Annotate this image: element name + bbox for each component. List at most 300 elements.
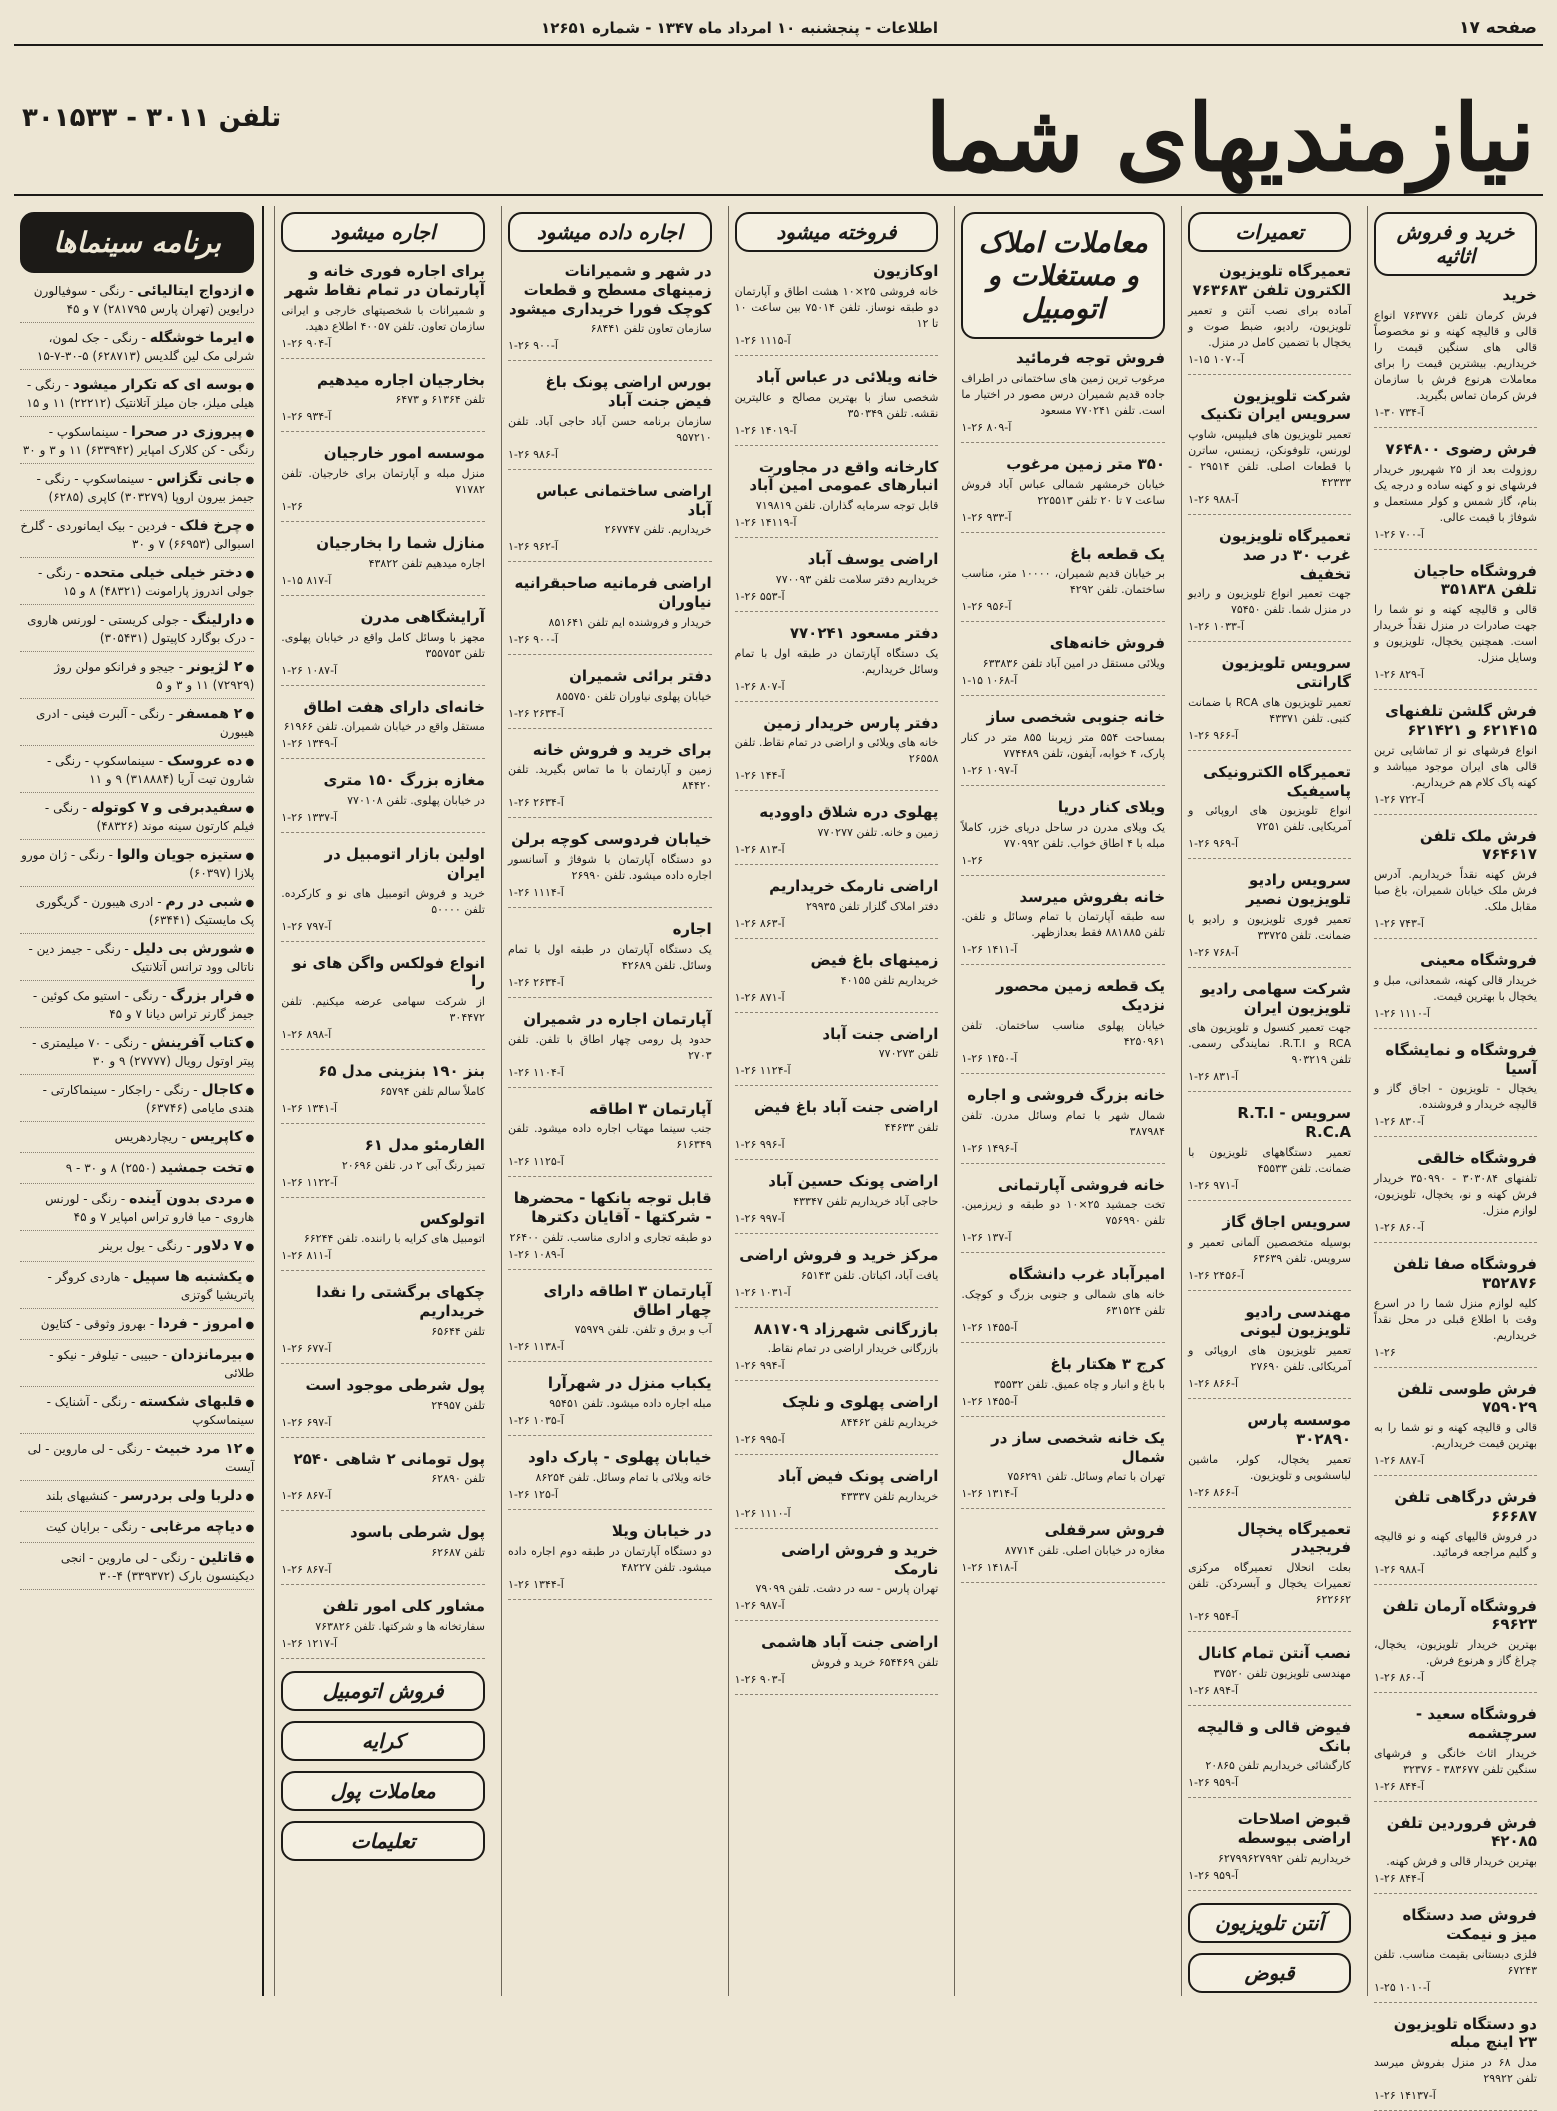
film-title: ۲ لژیونر (187, 659, 242, 675)
ad-code: ۱-۲۶ (281, 500, 485, 513)
cinema-listing (20, 377, 254, 417)
cinema-listing (20, 1191, 254, 1231)
ad-code: ۱-۲۶ ۲۶۳۴-آ (508, 796, 712, 809)
classified-ad (735, 1633, 939, 1695)
ad-title: سرویس تلویزیون گارانتی (1188, 654, 1351, 692)
ad-code: ۱-۲۶ ۱۱۲۵-آ (508, 1155, 712, 1168)
ad-code: ۱-۲۶ ۸۶۷-آ (281, 1563, 485, 1576)
ad-code: ۱-۲۶ ۱۰۳۳-آ (1188, 620, 1351, 633)
ad-title: خانه‌ای دارای هفت اطاق (281, 698, 485, 717)
ad-code: ۱-۲۶ ۹۹۶-آ (735, 1138, 939, 1151)
ad-code: ۱-۲۶ ۱۴۵۵-آ (961, 1395, 1165, 1408)
ad-code: ۱-۲۶ ۷۴۳-آ (1374, 917, 1537, 930)
ad-code: ۱-۲۶ ۸۶۶-آ (1188, 1377, 1351, 1390)
classified-ad (735, 1320, 939, 1382)
ad-title: فروشگاه خالقی (1374, 1149, 1537, 1168)
masthead (14, 46, 1543, 196)
classified-ad (735, 714, 939, 792)
section-header-receipt: قبوض (1188, 1953, 1351, 1993)
ad-code: ۱-۲۶ ۱۴۱۸-آ (961, 1561, 1165, 1574)
classified-ad (1374, 2015, 1537, 2111)
classified-ad (281, 1450, 485, 1512)
cinema-listing (20, 988, 254, 1028)
ad-text: فرش کرمان تلفن ۷۶۳۷۷۶ انواع قالی و قالیچه کهنه و نو مخصوصاً قالی های سنگین قیمت را خریداریم. بیشترین قیمت را برای معاملات هرنوع فرش با سازمان فرش کرمان تماس بگیرید. (1374, 308, 1537, 404)
film-title: سفیدبرفی و ۷ کوتوله (91, 800, 243, 816)
ad-title: دفتر برائی شمیران (508, 667, 712, 686)
ad-code: ۱-۲۶ ۸۹۴-آ (1188, 1684, 1351, 1697)
ad-code: ۱-۲۶ ۱۲۵-آ (508, 1488, 712, 1501)
ad-text: تهران پارس - سه در دشت. تلفن ۷۹۰۹۹ (735, 1581, 939, 1597)
film-details: - رنگی - جیمز دین - ناتالی وود ترانس آتلانتیک (29, 942, 255, 974)
film-title: فرار بزرگ (170, 988, 242, 1004)
film-details: - رنگی - ۷۰ میلیمتری - پیتر اوتول رویال (۲۷۷۷۷) ۹ و ۳۰ (32, 1036, 254, 1068)
film-title: تخت جمشید (160, 1160, 243, 1176)
film-title: بوسه ای که تکرار میشود (73, 377, 243, 393)
ad-text: سفارتخانه ها و شرکتها. تلفن ۷۶۳۸۲۶ (281, 1619, 485, 1635)
column-misc (1367, 206, 1543, 1996)
ad-code: ۱-۲۶ ۸۹۸-آ (281, 1028, 485, 1041)
ad-text: بوسیله متخصصین آلمانی تعمیر و سرویس. تلفن ۶۳۶۳۹ (1188, 1235, 1351, 1267)
classified-ad (1188, 871, 1351, 968)
ad-code: ۱-۲۶ ۲۶۳۴-آ (508, 707, 712, 720)
ad-text: انواع فرشهای نو از تماشایی ترین قالی های ایران موجود میباشد و کهنه پاک کلام هم خریداریم. (1374, 743, 1537, 791)
ad-title: اراضی یوسف آباد (735, 550, 939, 569)
ad-title: نصب آنتن تمام کانال (1188, 1644, 1351, 1663)
ad-title: اولین بازار اتومبیل در ایران (281, 845, 485, 883)
cinema-listing (20, 518, 254, 558)
ad-title: الفارمئو مدل ۶۱ (281, 1136, 485, 1155)
ad-code: ۱-۲۶ ۹۹۴-آ (735, 1359, 939, 1372)
film-details: - ادری هیبورن - گریگوری پک مایستیک (۶۳۴۴۱) (36, 895, 255, 927)
ad-code: ۱-۲۶ ۹۰۰-آ (508, 633, 712, 646)
ad-code: ۱-۲۶ ۹۹۵-آ (735, 1433, 939, 1446)
ad-title: اراضی جنت آباد باغ فیض (735, 1098, 939, 1117)
classified-ad (735, 951, 939, 1013)
ad-text: یک دستگاه آپارتمان در طبقه اول با تمام وسائل خریداریم. (735, 646, 939, 678)
classified-ad (508, 574, 712, 655)
ad-code: ۱-۲۶ ۱۰۳۵-آ (508, 1414, 712, 1427)
film-details: - رنگی - راجکار - سینماکارتی - هندی مایامی (۶۳۷۴۶) (43, 1083, 255, 1115)
film-details: - رنگی - لی ماروین - انجی دیکینسون بارک (۳۳۹۳۷۲) ۴-۳۰ (61, 1551, 254, 1583)
classified-ad (735, 1541, 939, 1622)
ad-text: تلفن ۲۴۹۵۷ (281, 1398, 485, 1414)
classified-ad (961, 455, 1165, 533)
classified-ad (508, 1100, 712, 1178)
film-details: - رنگی - ژان مورو پلازا (۶۰۳۹۷) (21, 848, 254, 880)
classified-ad (508, 373, 712, 470)
cinema-listing (20, 847, 254, 887)
ad-title: اجاره (508, 920, 712, 939)
cinema-listing (20, 330, 254, 370)
ad-title: اراضی پهلوی و نلچک (735, 1393, 939, 1412)
ad-text: خیابان خرمشهر شمالی عباس آباد فروش ساعت ۷ تا ۲۰ تلفن ۲۲۵۵۱۳ (961, 477, 1165, 509)
classified-ad (1188, 1104, 1351, 1201)
ad-code: ۱-۲۶ ۷۹۷-آ (281, 920, 485, 933)
section-header-car-sale: فروش اتومبیل (281, 1671, 485, 1711)
film-details: - رنگی - هیلی میلز، جان میلز آتلانتیک (۲۲۲۱۲) ۱۱ و ۱۵ (26, 378, 254, 410)
classified-ad (1374, 1380, 1537, 1477)
ad-title: خرید و فروش اراضی نارمک (735, 1541, 939, 1579)
ad-text: اجاره میدهیم تلفن ۴۳۸۲۲ (281, 556, 485, 572)
classified-ad (281, 1062, 485, 1124)
ad-title: فروش صد دستگاه میز و نیمکت (1374, 1906, 1537, 1944)
ad-text: بعلت انحلال تعمیرگاه مرکزی تعمیرات یخچال و آبسردکن. تلفن ۶۲۲۶۶۲ (1188, 1560, 1351, 1608)
classified-ad (508, 1010, 712, 1088)
col4-ads (735, 262, 939, 1695)
column-sales (954, 206, 1171, 1996)
classified-ad (508, 920, 712, 998)
classified-ad (1188, 1520, 1351, 1633)
ad-title: کرج ۳ هکتار باغ (961, 1355, 1165, 1374)
classified-ad (1374, 702, 1537, 815)
ad-title: در خیابان ویلا (508, 1522, 712, 1541)
ad-title: بورس اراضی پونک باغ فیض جنت آباد (508, 373, 712, 411)
section-header-repairs: تعمیرات (1188, 212, 1351, 252)
film-title: ده عروسک (167, 753, 242, 769)
ad-title: قبوض اصلاحات اراضی بیوسطه (1188, 1810, 1351, 1848)
column-land (728, 206, 945, 1996)
ad-text: زمین و خانه. تلفن ۷۷۰۲۷۷ (735, 825, 939, 841)
film-details: - رنگی - لی ماروین - لی آیست (28, 1442, 255, 1474)
ad-code: ۱-۲۶ ۱۳۳۷-آ (281, 811, 485, 824)
ad-code: ۱-۲۶ ۸۶۶-آ (1188, 1486, 1351, 1499)
ad-code: ۱-۲۶ ۱۱۱۰-آ (1374, 1007, 1537, 1020)
ad-code: ۱-۲۶ ۹۹۷-آ (735, 1212, 939, 1225)
ad-code: ۱-۲۶ ۱۴۰۱۹-آ (735, 424, 939, 437)
ad-code: ۱-۱۵ ۱۰۷۰-آ (1188, 353, 1351, 366)
ad-text: سه طبقه آپارتمان با تمام وسائل و تلفن. تلفن ۸۸۱۸۸۵ فقط بعدازظهر. (961, 909, 1165, 941)
ad-code: ۱-۲۶ ۸۱۳-آ (735, 843, 939, 856)
page-number: صفحه ۱۷ (1459, 18, 1537, 38)
film-title: دلربا ولی بردرسر (121, 1488, 242, 1504)
cinema-listing (20, 1316, 254, 1340)
film-title: ۱۲ مرد خبیث (155, 1441, 243, 1457)
section-header-money: معاملات پول (281, 1771, 485, 1811)
ad-text: شمال شهر با تمام وسائل مدرن. تلفن ۳۸۷۹۸۴ (961, 1108, 1165, 1140)
classified-ad (735, 1098, 939, 1160)
ad-code: ۱-۲۶ ۹۶۹-آ (1188, 837, 1351, 850)
cinema-listing (20, 659, 254, 699)
ad-text: خانه فروشی ۲۵×۱۰ هشت اطاق و آپارتمان دو طبقه نوساز. تلفن ۷۵۰۱۴ بین ساعت ۱۰ تا ۱۲ (735, 284, 939, 332)
section-header-rent-given: اجاره داده میشود (508, 212, 712, 252)
ad-code: ۱-۲۶ ۱۴۴-آ (735, 769, 939, 782)
ad-title: چکهای برگشتی را نقدا خریداریم (281, 1283, 485, 1321)
classified-ad (1374, 1705, 1537, 1802)
ad-text: حاجی آباد خریداریم تلفن ۴۳۳۴۷ (735, 1194, 939, 1210)
classified-ad (961, 977, 1165, 1074)
cinema-listing (20, 565, 254, 605)
ad-title: دو دستگاه تلویزیون ۲۳ اینچ مبله (1374, 2015, 1537, 2053)
section-header-cinema: برنامه سینماها (20, 212, 254, 273)
classified-ad (735, 550, 939, 612)
ad-title: خانه فروشی آپارتمانی (961, 1176, 1165, 1195)
ad-title: موسسه پارس ۳۰۲۸۹۰ (1188, 1411, 1351, 1449)
ad-code: ۱-۲۶ ۱۰۸۷-آ (281, 664, 485, 677)
ad-text: خانه های شمالی و جنوبی بزرگ و کوچک. تلفن ۶۳۱۵۲۴ (961, 1287, 1165, 1319)
film-title: دارلینگ (191, 612, 242, 628)
classified-ad (961, 1429, 1165, 1510)
ad-text: سازمان تعاون تلفن ۶۸۴۴۱ (508, 321, 712, 337)
ad-code: ۱-۲۶ ۱۴۵۰-آ (961, 1052, 1165, 1065)
ad-text: تعمیر دستگاههای تلویزیون با ضمانت. تلفن ۴۵۵۳۳ (1188, 1145, 1351, 1177)
cinema-listing (20, 1035, 254, 1075)
ad-text: قالی و قالیچه کهنه و نو شما را جهت صادرات در منزل نقداً خریدار است. همچنین یخچال، تلویزیون و وسایل منزل. (1374, 602, 1537, 666)
ad-code: ۱-۳۰ ۷۳۴-آ (1374, 406, 1537, 419)
ad-code: ۱-۲۶ ۱۴۹۶-آ (961, 1142, 1165, 1155)
ad-text: تلفن ۶۲۸۹۰ (281, 1471, 485, 1487)
ad-text: مرغوب ترین زمین های ساختمانی در اطراف جاده قدیم شمیران درس مصور در اختیار ما است. تلفن ۷۷۰۲۴۱ مسعود (961, 371, 1165, 419)
ad-text: مغازه در خیابان اصلی. تلفن ۸۷۷۱۴ (961, 1543, 1165, 1559)
masthead-title: نیازمندیهای شما (925, 92, 1535, 184)
film-details: - رنگی - یول برینر (99, 1239, 190, 1253)
ad-code: ۱-۲۶ ۱۱۱۴-آ (508, 886, 712, 899)
ad-title: فیوض قالی و قالیچه بانک (1188, 1718, 1351, 1756)
classified-ad (1374, 1488, 1537, 1585)
ad-title: فروش سرقفلی (961, 1521, 1165, 1540)
ad-code: ۱-۲۶ ۱۰۳۱-آ (735, 1286, 939, 1299)
ad-code: ۱-۲۶ ۱۱۲۴-آ (735, 1064, 939, 1077)
ad-title: اراضی فرمانیه صاحبقرانیه نیاوران (508, 574, 712, 612)
film-details: - بهروز وثوقی - کتایون (41, 1317, 154, 1331)
ad-code: ۱-۲۶ ۸۸۷-آ (1374, 1454, 1537, 1467)
ad-code: ۱-۲۶ ۸۲۹-آ (1374, 668, 1537, 681)
classified-ad (508, 741, 712, 819)
page-header (14, 18, 1543, 46)
ad-code: ۱-۲۶ ۹۵۹-آ (1188, 1869, 1351, 1882)
ad-title: انواع فولکس واگن های نو را (281, 954, 485, 992)
classified-ad (735, 803, 939, 865)
ad-code: ۱-۲۶ ۸۷۱-آ (735, 991, 939, 1004)
ad-text: مدل ۶۸ در منزل بفروش میرسد تلفن ۲۹۹۲۲ (1374, 2055, 1537, 2087)
cinema-listing (20, 894, 254, 934)
film-title: کتاب آفرینش (151, 1035, 243, 1051)
film-details: (۲۵۵۰) ۸ و ۳۰ - ۹ (66, 1161, 156, 1175)
ad-text: تلفن ۶۲۶۸۷ (281, 1545, 485, 1561)
classified-ad (1188, 1411, 1351, 1508)
classified-ad (281, 1376, 485, 1438)
classified-ad (508, 830, 712, 908)
ad-code: ۱-۲۶ ۸۰۷-آ (735, 680, 939, 693)
ad-title: کارخانه واقع در مجاورت انبارهای عمومی امین آباد (735, 458, 939, 496)
classified-ad (1374, 1906, 1537, 2003)
classified-ad (281, 1136, 485, 1198)
classified-ad (1374, 1041, 1537, 1138)
col6-ads (281, 262, 485, 1659)
ad-code: ۱-۲۶ ۱۱۲۲-آ (281, 1176, 485, 1189)
ad-text: آب و برق و تلفن. تلفن ۷۵۹۷۹ (508, 1322, 712, 1338)
ad-code: ۱-۲۶ ۱۱۳۸-آ (508, 1340, 712, 1353)
ad-text: تلفن ۴۴۶۳۳ (735, 1120, 939, 1136)
film-details: - جولی کریستی - لورنس هاروی - درک بوگارد کاپیتول (۳۰۵۴۳۱) (27, 613, 254, 645)
ad-text: در فروش قالیهای کهنه و نو قالیچه و گلیم مراجعه فرمائید. (1374, 1529, 1537, 1561)
ad-text: مستقل واقع در خیابان شمیران. تلفن ۶۱۹۶۶ (281, 719, 485, 735)
ad-title: فرش ملک تلفن ۷۶۴۶۱۷ (1374, 827, 1537, 865)
ad-title: اراضی نارمک خریداریم (735, 877, 939, 896)
section-header-realestate: معاملات املاک و مستغلات و اتومبیل (961, 212, 1165, 339)
film-title: ۷ دلاور (195, 1238, 243, 1254)
classified-ad (1188, 1303, 1351, 1400)
cinema-listing (20, 1269, 254, 1309)
ad-title: فرش طوسی تلفن ۷۵۹۰۲۹ (1374, 1380, 1537, 1418)
film-title: شبی در رم (165, 894, 242, 910)
ad-text: دو دستگاه آپارتمان با شوفاژ و آسانسور اجاره داده میشود. تلفن ۲۶۹۹۰ (508, 852, 712, 884)
classified-ad (1188, 527, 1351, 642)
ad-text: و شمیرانات با شخصیتهای خارجی و ایرانی سازمان تعاون. تلفن ۴۰۰۵۷ اطلاع دهید. (281, 303, 485, 335)
ad-title: ۳۵۰ متر زمین مرغوب (961, 455, 1165, 474)
ad-text: بهترین خریدار تلویزیون، یخچال، چراغ گاز و هرنوع فرش. (1374, 1637, 1537, 1669)
col1-ads (1374, 286, 1537, 2111)
ad-text: جهت تعمیر انواع تلویزیون و رادیو در منزل شما. تلفن ۷۵۴۵۰ (1188, 586, 1351, 618)
classified-ad (508, 482, 712, 563)
ad-text: تعمیر تلویزیون های اروپائی و آمریکائی. تلفن ۲۷۶۹۰ (1188, 1343, 1351, 1375)
ad-code: ۱-۱۵ ۱۰۶۸-آ (961, 674, 1165, 687)
cinema-listing (20, 1441, 254, 1481)
classified-ad (508, 667, 712, 729)
classified-ad (508, 1374, 712, 1436)
ad-text: جنب سینما مهتاب اجاره داده میشود. تلفن ۶۱۶۳۴۹ (508, 1121, 712, 1153)
ad-text: دو دستگاه آپارتمان در طبقه دوم اجاره داده میشود. تلفن ۴۸۲۲۷ (508, 1544, 712, 1576)
col2-ads (1188, 262, 1351, 1891)
ad-text: خریدار قالی کهنه، شمعدانی، مبل و یخچال با بهترین قیمت. (1374, 973, 1537, 1005)
classified-ad (281, 1210, 485, 1272)
ad-title: اراضی پونک حسین آباد (735, 1172, 939, 1191)
ad-title: بنز ۱۹۰ بنزینی مدل ۶۵ (281, 1062, 485, 1081)
ad-title: فروش توجه فرمائید (961, 349, 1165, 368)
cinema-listing (20, 283, 254, 323)
issue-meta: اطلاعات - پنجشنبه ۱۰ امرداد ماه ۱۳۴۷ - شماره ۱۲۶۵۱ (541, 19, 938, 37)
ad-text: فلزی دبستانی بقیمت مناسب. تلفن ۶۷۲۴۳ (1374, 1947, 1537, 1979)
film-details: - حبیبی - تیلوفر - نیکو - طلائی (49, 1348, 254, 1380)
ad-code: ۱-۲۶ ۷۰۰-آ (1374, 528, 1537, 541)
film-details: - ریچاردهریس (115, 1130, 186, 1144)
column-rent (501, 206, 718, 1996)
ad-title: اراضی جنت آباد هاشمی (735, 1633, 939, 1652)
ad-title: سرویس رادیو تلویزیون نصیر (1188, 871, 1351, 909)
classified-ad (281, 1597, 485, 1659)
column-cinema (14, 206, 264, 1996)
classified-ad (508, 262, 712, 361)
classified-ad (735, 1025, 939, 1087)
film-title: قلبهای شکسته (139, 1394, 242, 1410)
classified-ad (1374, 440, 1537, 550)
ad-code: ۱-۲۶ ۱۳۴۴-آ (508, 1578, 712, 1591)
ad-text: خیابان پهلوی مناسب ساختمان. تلفن ۴۲۵۰۹۶۱ (961, 1018, 1165, 1050)
film-title: کاجال (201, 1082, 242, 1098)
section-header-misc: خرید و فروش اثاثیه (1374, 212, 1537, 276)
ad-title: اتولوکس (281, 1210, 485, 1229)
classified-ad (961, 1265, 1165, 1343)
ad-title: فروشگاه معینی (1374, 951, 1537, 970)
classified-ad (1374, 1255, 1537, 1368)
ad-title: خانه جنوبی شخصی ساز (961, 708, 1165, 727)
ad-code: ۱-۲۶ ۹۸۶-آ (508, 448, 712, 461)
ad-text: زمین و آپارتمان با ما تماس بگیرید. تلفن ۸۴۴۲۰ (508, 762, 712, 794)
ad-code: ۱-۲۶ ۹۵۹-آ (1188, 1776, 1351, 1789)
ad-text: روزولت بعد از ۲۵ شهریور خریدار فرشهای نو و کهنه ساده و درجه یک بنام، گاز شمس و کولر مستعمل و شوفاژ با قیمت عالی. (1374, 462, 1537, 526)
ad-text: تلفن ۶۱۳۶۴ و ۶۴۷۳ (281, 392, 485, 408)
ad-code: ۱-۲۶ ۹۰۴-آ (281, 337, 485, 350)
column-repairs (1181, 206, 1357, 1996)
ad-title: آپارتمان ۳ اطاقه (508, 1100, 712, 1119)
ad-text: خریداریم. تلفن ۲۶۷۷۴۷ (508, 522, 712, 538)
ad-title: سرویس R.T.I - R.C.A (1188, 1104, 1351, 1142)
film-details: - سینماسکوپ - رنگی - کن کلارک امپایر (۶۳۳۹۴۲) ۱۱ و ۳ و ۳۰ (23, 425, 254, 457)
ad-text: تهران با تمام وسائل. تلفن ۷۵۶۲۹۱ (961, 1469, 1165, 1485)
ad-code: ۱-۲۶ (1374, 1346, 1537, 1359)
ad-code: ۱-۲۶ ۶۷۷-آ (281, 1342, 485, 1355)
ad-code: ۱-۲۶ ۹۳۴-آ (281, 410, 485, 423)
classified-ad (961, 634, 1165, 696)
ad-text: خرید و فروش اتومبیل های نو و کارکرده. تلفن ۵۰۰۰۰ (281, 886, 485, 918)
ad-code: ۱-۲۶ ۱۳۱۴-آ (961, 1487, 1165, 1500)
ad-code: ۱-۲۶ ۸۶۰-آ (1374, 1671, 1537, 1684)
classified-ad (735, 1467, 939, 1529)
ad-code: ۱-۲۶ ۲۴۵۶-آ (1188, 1269, 1351, 1282)
ad-title: فروشگاه صفا تلفن ۳۵۲۸۷۶ (1374, 1255, 1537, 1293)
classified-ad (1188, 763, 1351, 860)
ad-title: موسسه امور خارجیان (281, 444, 485, 463)
cinema-listing (20, 753, 254, 793)
classified-ad (735, 1172, 939, 1234)
ad-code: ۱-۲۶ ۸۱۱-آ (281, 1249, 485, 1262)
ad-title: پول تومانی ۲ شاهی ۲۵۴۰ (281, 1450, 485, 1469)
ad-title: امیرآباد غرب دانشگاه (961, 1265, 1165, 1284)
ad-text: از شرکت سهامی عرضه میکنیم. تلفن ۳۰۴۴۷۲ (281, 994, 485, 1026)
ad-title: پول شرطی موجود است (281, 1376, 485, 1395)
classified-ad (1374, 1814, 1537, 1895)
ad-text: خانه ویلائی با تمام وسائل. تلفن ۸۶۲۵۴ (508, 1470, 712, 1486)
film-details: - رنگی - آشنایک - سینماسکوپ (47, 1395, 255, 1427)
ad-code: ۱-۲۶ ۷۲۲-آ (1374, 793, 1537, 806)
ad-text: یخچال - تلویزیون - اجاق گاز و قالیچه خریدار و فروشنده. (1374, 1081, 1537, 1113)
classifieds-grid (14, 206, 1543, 1996)
ad-title: قابل توجه بانکها - محضرها - شرکتها - آقایان دکترها (508, 1189, 712, 1227)
ad-title: پول شرطی باسود (281, 1523, 485, 1542)
ad-code: ۱-۲۶ ۸۴۴-آ (1374, 1780, 1537, 1793)
classified-ad (508, 1282, 712, 1363)
classified-ad (961, 1176, 1165, 1254)
ad-title: تعمیرگاه تلویزیون الکترون تلفن ۷۶۳۶۸۳ (1188, 262, 1351, 300)
cinema-listing (20, 1488, 254, 1512)
ad-code: ۱-۲۶ ۷۶۸-آ (1188, 946, 1351, 959)
ad-text: تعمیر تلویزیون های RCA با ضمانت کتبی. تلفن ۴۳۳۷۱ (1188, 695, 1351, 727)
classified-ad (735, 1246, 939, 1308)
ad-title: اراضی ساختمانی عباس آباد (508, 482, 712, 520)
ad-text: تعمیر یخچال، کولر، ماشین لباسشویی و تلویزیون. (1188, 1452, 1351, 1484)
ad-title: اراضی پونک فیض آباد (735, 1467, 939, 1486)
film-title: ایرما خوشگله (150, 330, 243, 346)
ad-code: ۱-۲۶ ۱۳۴۱-آ (281, 1102, 485, 1115)
film-title: دختر خیلی خیلی متحده (84, 565, 243, 581)
cinema-listing (20, 1394, 254, 1434)
ad-code: ۱-۲۶ ۹۵۶-آ (961, 600, 1165, 613)
ad-text: خریداریم تلفن ۴۳۳۳۷ (735, 1489, 939, 1505)
ad-code: ۱-۲۶ ۹۰۰-آ (508, 339, 712, 352)
col3-ads (961, 349, 1165, 1583)
ad-title: دفتر پارس خریدار زمین (735, 714, 939, 733)
ad-title: فروشگاه سعید - سرچشمه (1374, 1705, 1537, 1743)
ad-text: انواع تلویزیون های اروپائی و آمریکایی. تلفن ۷۲۵۱ (1188, 803, 1351, 835)
film-details: - رنگی - جک لمون، شرلی مک لین گلدیس (۶۲۸۷۱۳) ۵-۳۰-۷-۱۵ (37, 331, 254, 363)
cinema-list (20, 283, 254, 1590)
classified-ad (1374, 1149, 1537, 1243)
ad-code: ۱-۲۶ ۹۸۷-آ (735, 1599, 939, 1612)
ad-title: مهندسی رادیو تلویزیون لیونی (1188, 1303, 1351, 1341)
classified-ad (281, 771, 485, 833)
ad-text: تلفن ۷۷۰۲۷۳ (735, 1046, 939, 1062)
ad-code: ۱-۲۶ ۹۵۴-آ (1188, 1610, 1351, 1623)
ad-title: فروشگاه و نمایشگاه آسیا (1374, 1041, 1537, 1079)
